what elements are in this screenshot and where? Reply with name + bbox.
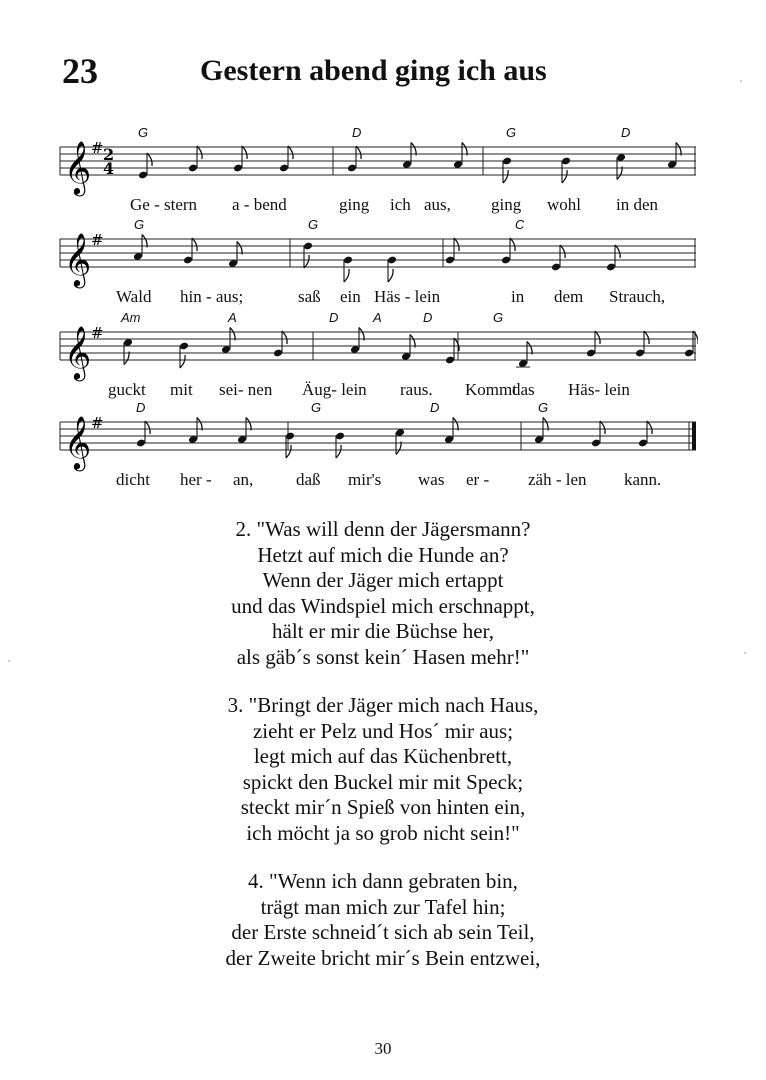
lyric-syllable: daß bbox=[296, 470, 321, 489]
time-signature-digit: 4 bbox=[103, 159, 115, 178]
note-flag bbox=[356, 146, 361, 159]
chord-symbol: G bbox=[493, 310, 504, 325]
verse-line: 2. "Was will denn der Jägersmann? bbox=[235, 517, 531, 541]
verse-line: hält er mir die Büchse her, bbox=[272, 619, 494, 643]
lyric-syllable: dicht bbox=[116, 470, 150, 489]
note-flag bbox=[197, 146, 202, 159]
note-flag bbox=[192, 238, 197, 251]
treble-clef-icon: 𝄞 bbox=[64, 232, 92, 286]
note-flag bbox=[644, 331, 649, 344]
lyric-syllable: aus, bbox=[424, 195, 451, 214]
verses bbox=[0, 517, 766, 994]
lyric-syllable: in bbox=[511, 287, 525, 306]
note-flag bbox=[147, 153, 152, 166]
lyric-syllable: mit bbox=[170, 380, 193, 399]
lyric-syllable: sei- nen bbox=[219, 380, 273, 399]
verse-block bbox=[0, 869, 766, 971]
chord-symbol: G bbox=[308, 217, 319, 232]
chord-symbol: D bbox=[423, 310, 433, 325]
verse-line: der Erste schneid´t sich ab sein Teil, bbox=[231, 920, 535, 944]
chord-symbol: D bbox=[430, 400, 440, 415]
page-number: 30 bbox=[374, 1039, 392, 1058]
scan-speck bbox=[8, 660, 10, 662]
note-flag bbox=[145, 421, 150, 434]
note-flag bbox=[560, 245, 565, 258]
note-flag bbox=[510, 238, 515, 251]
note-flag bbox=[454, 238, 459, 251]
lyric-syllable: Äug- lein bbox=[302, 380, 367, 399]
lyric-syllable: ich bbox=[390, 195, 411, 214]
verse-line: der Zweite bricht mir´s Bein entzwei, bbox=[225, 945, 541, 970]
lyric-syllable: er - bbox=[466, 470, 490, 489]
lyric-syllable: Ge - stern bbox=[130, 195, 198, 214]
note-flag bbox=[615, 245, 620, 258]
sharp-icon: # bbox=[91, 231, 104, 249]
chord-symbol: G bbox=[138, 125, 149, 140]
note-flag bbox=[600, 421, 605, 434]
lyric-syllable: was bbox=[418, 470, 445, 489]
lyric-syllable: mir's bbox=[348, 470, 382, 489]
scan-speck bbox=[744, 652, 746, 654]
song-number: 23 bbox=[62, 51, 98, 91]
treble-clef-icon: 𝄞 bbox=[64, 415, 92, 469]
chord-symbol: Am bbox=[121, 310, 141, 325]
final-barline-thick bbox=[692, 422, 696, 450]
chord-symbol: A bbox=[228, 310, 237, 325]
note-flag bbox=[304, 255, 309, 268]
note-flag bbox=[562, 170, 567, 183]
note-flag bbox=[388, 269, 393, 282]
chord-symbol: D bbox=[136, 400, 146, 415]
verse-line: Wenn der Jäger mich ertappt bbox=[262, 568, 504, 592]
verse-line: 3. "Bringt der Jäger mich nach Haus, bbox=[227, 693, 539, 717]
note-flag bbox=[282, 331, 287, 344]
lyric-syllable: raus. bbox=[400, 380, 433, 399]
treble-clef-icon: 𝄞 bbox=[64, 325, 92, 379]
chord-symbol: D bbox=[621, 125, 631, 140]
lyric-syllable: Strauch, bbox=[609, 287, 666, 306]
lyric-syllable: das bbox=[512, 380, 535, 399]
verse-line: ich möcht ja so grob nicht sein!" bbox=[246, 820, 520, 845]
chord-symbol: G bbox=[311, 400, 322, 415]
note-flag bbox=[288, 146, 293, 159]
lyric-syllable: a - bend bbox=[232, 195, 287, 214]
note-flag bbox=[180, 355, 185, 368]
note-flag bbox=[503, 170, 508, 183]
treble-clef-icon: 𝄞 bbox=[64, 140, 92, 194]
lyric-syllable: guckt bbox=[108, 380, 146, 399]
time-signature-digit: 2 bbox=[103, 145, 115, 164]
verse-line: und das Windspiel mich erschnappt, bbox=[231, 593, 535, 618]
verse-line: 4. "Wenn ich dann gebraten bin, bbox=[248, 869, 518, 893]
verse-line: legt mich auf das Küchenbrett, bbox=[253, 744, 513, 768]
lyric-syllable: saß bbox=[298, 287, 321, 306]
verse-line: als gäb´s sonst kein´ Hasen mehr!" bbox=[236, 644, 530, 669]
lyric-syllable: kann. bbox=[624, 470, 662, 489]
verse-line: steckt mir´n Spieß von hinten ein, bbox=[240, 795, 526, 819]
note-flag bbox=[336, 445, 341, 458]
verse-line: Hetzt auf mich die Hunde an? bbox=[257, 542, 509, 567]
chord-symbol: G bbox=[506, 125, 517, 140]
verse-line: spickt den Buckel mir mit Speck; bbox=[242, 769, 524, 794]
lyric-syllable: Häs- lein bbox=[568, 380, 630, 399]
lyric-syllable: Kommt bbox=[465, 380, 517, 399]
song-title: Gestern abend ging ich aus bbox=[200, 54, 547, 87]
lyric-syllable: her - bbox=[180, 470, 212, 489]
lyric-syllable: hin - aus; bbox=[180, 287, 244, 306]
lyric-syllable: in den bbox=[616, 195, 659, 214]
note-flag bbox=[647, 421, 652, 434]
lyric-syllable: an, bbox=[233, 470, 254, 489]
lyric-syllable: dem bbox=[554, 287, 584, 306]
verse-block bbox=[0, 693, 766, 846]
note-flag bbox=[595, 331, 600, 344]
lyric-syllable: ging bbox=[339, 195, 370, 214]
note-flag bbox=[286, 445, 291, 458]
lyric-syllable: Wald bbox=[116, 287, 152, 306]
lyric-syllable: ging bbox=[491, 195, 522, 214]
sharp-icon: # bbox=[91, 414, 104, 432]
lyric-syllable: Häs - lein bbox=[374, 287, 441, 306]
note-flag bbox=[242, 146, 247, 159]
verse-line: zieht er Pelz und Hos´ mir aus; bbox=[252, 718, 514, 743]
chord-symbol: D bbox=[329, 310, 339, 325]
sharp-icon: # bbox=[91, 324, 104, 342]
verse-line: trägt man mich zur Tafel hin; bbox=[260, 894, 506, 919]
lyric-syllable: wohl bbox=[547, 195, 581, 214]
sharp-icon: # bbox=[91, 139, 104, 157]
chord-symbol: C bbox=[515, 217, 525, 232]
chord-symbol: A bbox=[373, 310, 382, 325]
lyric-syllable: zäh - len bbox=[528, 470, 587, 489]
lyric-syllable: ein bbox=[340, 287, 361, 306]
verse-block bbox=[0, 517, 766, 670]
chord-symbol: G bbox=[134, 217, 145, 232]
chord-symbol: D bbox=[352, 125, 362, 140]
note-flag bbox=[344, 269, 349, 282]
chord-symbol: G bbox=[538, 400, 549, 415]
scan-speck bbox=[740, 80, 742, 82]
